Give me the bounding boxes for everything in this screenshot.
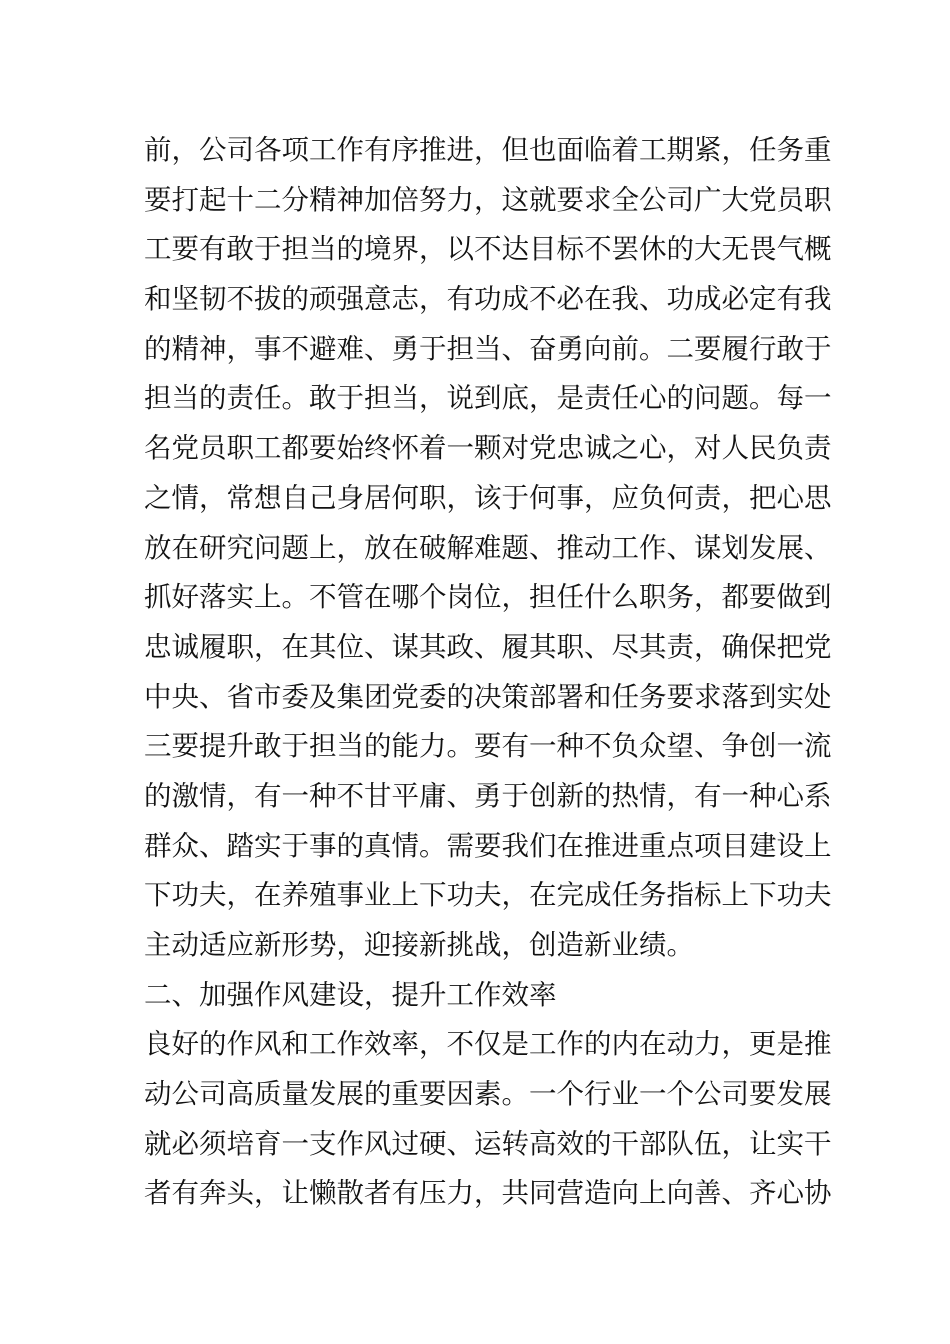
text-line: 之情，常想自己身居何职，该于何事，应负何责，把心思 xyxy=(144,481,832,514)
text-line: 工要有敢于担当的境界，以不达目标不罢休的大无畏气概 xyxy=(144,233,832,266)
text-line: 忠诚履职，在其位、谋其政、履其职、尽其责，确保把党 xyxy=(144,630,832,663)
text-line: 下功夫，在养殖事业上下功夫，在完成任务指标上下功夫 xyxy=(144,879,832,912)
text-line: 担当的责任。敢于担当，说到底，是责任心的问题。每一 xyxy=(144,382,832,415)
text-line: 三要提升敢于担当的能力。要有一种不负众望、争创一流 xyxy=(144,730,832,763)
text-line: 主动适应新形势，迎接新挑战，创造新业绩。 xyxy=(144,929,694,961)
text-line: 和坚韧不拔的顽强意志，有功成不必在我、功成必定有我 xyxy=(144,283,832,316)
text-line: 动公司高质量发展的重要因素。一个行业一个公司要发展 xyxy=(144,1078,832,1111)
text-line: 就必须培育一支作风过硬、运转高效的干部队伍，让实干 xyxy=(144,1127,832,1160)
text-line: 良好的作风和工作效率，不仅是工作的内在动力，更是推 xyxy=(144,1028,832,1061)
text-line: 的精神，事不避难、勇于担当、奋勇向前。二要履行敢于 xyxy=(144,332,832,365)
text-line: 群众、踏实于事的真情。需要我们在推进重点项目建设上 xyxy=(144,829,832,862)
text-line: 要打起十二分精神加倍努力，这就要求全公司广大党员职 xyxy=(144,183,832,216)
text-line: 中央、省市委及集团党委的决策部署和任务要求落到实处 xyxy=(144,680,832,713)
text-line: 抓好落实上。不管在哪个岗位，担任什么职务，都要做到 xyxy=(144,581,832,614)
text-line: 放在研究问题上，放在破解难题、推动工作、谋划发展、 xyxy=(144,531,832,564)
body-text xyxy=(144,126,832,1219)
text-line: 的激情，有一种不甘平庸、勇于创新的热情，有一种心系 xyxy=(144,779,832,812)
section-heading: 二、加强作风建设，提升工作效率 xyxy=(144,978,557,1011)
text-line: 者有奔头，让懒散者有压力，共同营造向上向善、齐心协 xyxy=(144,1177,832,1210)
text-line: 前，公司各项工作有序推进，但也面临着工期紧，任务重 xyxy=(144,134,832,166)
text-line: 名党员职工都要始终怀着一颗对党忠诚之心，对人民负责 xyxy=(144,432,832,465)
